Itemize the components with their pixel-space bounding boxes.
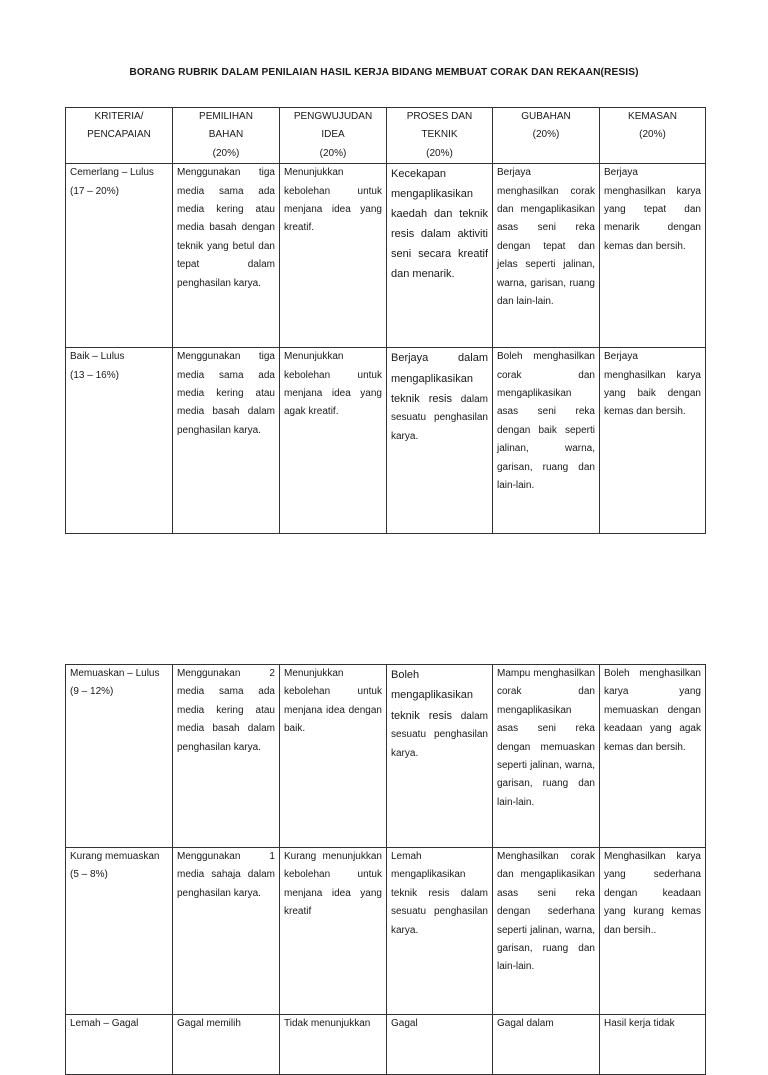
proses-cell: Kecekapan mengaplikasikan kaedah dan teknik resis dalam aktiviti seni secara kreatif dan menarik. bbox=[387, 164, 493, 348]
bahan-cell: Menggunakan 1 media sahaja dalam penghasilan karya. bbox=[173, 848, 280, 1015]
header-kemasan: KEMASAN (20%) bbox=[600, 108, 706, 164]
rubric-table-page-2 bbox=[65, 664, 706, 1075]
header-pemilihan-bahan: PEMILIHAN BAHAN (20%) bbox=[173, 108, 280, 164]
gubahan-cell: Mampu menghasilkan corak dan mengaplikasikan asas seni reka dengan memuaskan seperti jalinan, warna, garisan, ruang dan lain-lain. bbox=[493, 665, 600, 848]
proses-cell: Berjaya dalam mengaplikasikan teknik resis dalam sesuatu penghasilan karya. bbox=[387, 348, 493, 534]
header-pengwujudan-idea: PENGWUJUDAN IDEA (20%) bbox=[280, 108, 387, 164]
criteria-cell: Memuaskan – Lulus (9 – 12%) bbox=[66, 665, 173, 848]
bahan-cell: Gagal memilih bbox=[173, 1015, 280, 1075]
kemasan-cell: Boleh menghasilkan karya yang memuaskan dengan keadaan yang agak kemas dan bersih. bbox=[600, 665, 706, 848]
criteria-cell: Baik – Lulus (13 – 16%) bbox=[66, 348, 173, 534]
kemasan-cell: Berjaya menghasilkan karya yang tepat dan menarik dengan kemas dan bersih. bbox=[600, 164, 706, 348]
criteria-cell: Kurang memuaskan (5 – 8%) bbox=[66, 848, 173, 1015]
idea-cell: Menunjukkan kebolehan untuk menjana idea yang kreatif. bbox=[280, 164, 387, 348]
proses-cell: Lemah mengaplikasikan teknik resis dalam sesuatu penghasilan karya. bbox=[387, 848, 493, 1015]
header-gubahan: GUBAHAN (20%) bbox=[493, 108, 600, 164]
table-row bbox=[66, 348, 706, 534]
bahan-cell: Menggunakan tiga media sama ada media kering atau media basah dalam penghasilan karya. bbox=[173, 348, 280, 534]
header-kriteria: KRITERIA/ PENCAPAIAN bbox=[66, 108, 173, 164]
header-row bbox=[66, 108, 706, 164]
criteria-cell: Cemerlang – Lulus (17 – 20%) bbox=[66, 164, 173, 348]
proses-cell: Gagal bbox=[387, 1015, 493, 1075]
bahan-cell: Menggunakan 2 media sama ada media kering atau media basah dalam penghasilan karya. bbox=[173, 665, 280, 848]
idea-cell: Menunjukkan kebolehan untuk menjana idea dengan baik. bbox=[280, 665, 387, 848]
idea-cell: Menunjukkan kebolehan untuk menjana idea yang agak kreatif. bbox=[280, 348, 387, 534]
criteria-cell: Lemah – Gagal bbox=[66, 1015, 173, 1075]
idea-cell: Tidak menunjukkan bbox=[280, 1015, 387, 1075]
header-proses-teknik: PROSES DAN TEKNIK (20%) bbox=[387, 108, 493, 164]
proses-cell: Boleh mengaplikasikan teknik resis dalam sesuatu penghasilan karya. bbox=[387, 665, 493, 848]
kemasan-cell: Berjaya menghasilkan karya yang baik dengan kemas dan bersih. bbox=[600, 348, 706, 534]
gubahan-cell: Gagal dalam bbox=[493, 1015, 600, 1075]
table-row bbox=[66, 164, 706, 348]
gubahan-cell: Menghasilkan corak dan mengaplikasikan asas seni reka dengan sederhana seperti jalinan, warna, garisan, ruang dan lain-lain. bbox=[493, 848, 600, 1015]
document-title: BORANG RUBRIK DALAM PENILAIAN HASIL KERJA BIDANG MEMBUAT CORAK DAN REKAAN(RESIS) bbox=[129, 67, 639, 78]
kemasan-cell: Hasil kerja tidak bbox=[600, 1015, 706, 1075]
gubahan-cell: Boleh menghasilkan corak dan mengaplikasikan asas seni reka dengan baik seperti jalinan, warna, garisan, ruang dan lain-lain. bbox=[493, 348, 600, 534]
table-row bbox=[66, 848, 706, 1015]
bahan-cell: Menggunakan tiga media sama ada media kering atau media basah dengan teknik yang betul dan tepat dalam penghasilan karya. bbox=[173, 164, 280, 348]
table-row bbox=[66, 665, 706, 848]
kemasan-cell: Menghasilkan karya yang sederhana dengan keadaan yang kurang kemas dan bersih.. bbox=[600, 848, 706, 1015]
gubahan-cell: Berjaya menghasilkan corak dan mengaplikasikan asas seni reka dengan tepat dan jelas seperti jalinan, warna, garisan, ruang dan lain-lain. bbox=[493, 164, 600, 348]
idea-cell: Kurang menunjukkan kebolehan untuk menjana idea yang kreatif bbox=[280, 848, 387, 1015]
rubric-table-page-1 bbox=[65, 107, 706, 534]
